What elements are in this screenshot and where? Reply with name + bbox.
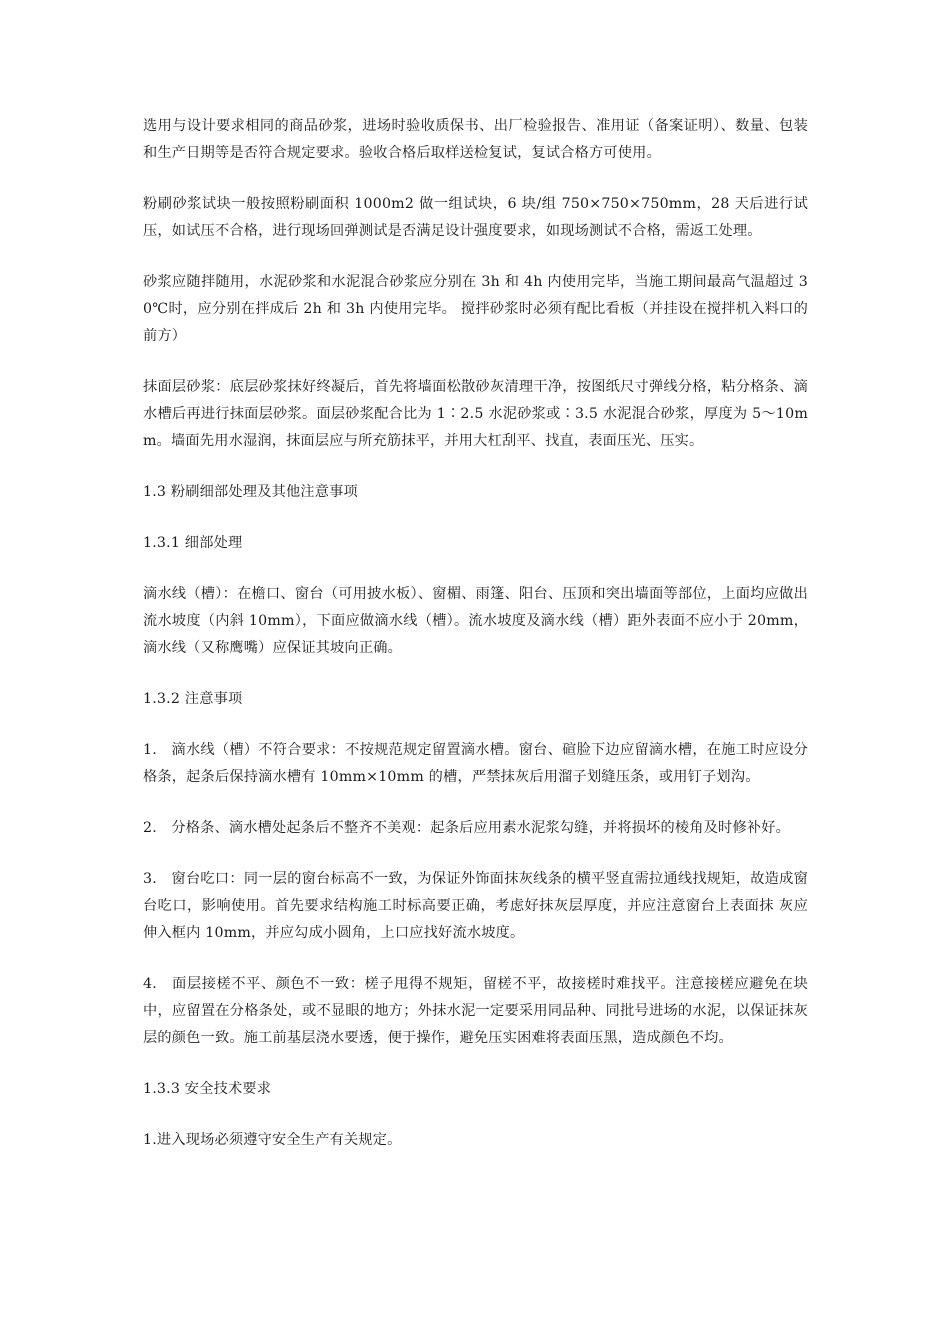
- list-item-safety-1: 1.进入现场必须遵守安全生产有关规定。: [143, 1132, 402, 1148]
- section-heading-1-3-3: 1.3.3 安全技术要求: [143, 1081, 272, 1097]
- list-item-note-2: 2. 分格条、滴水槽处起条后不整齐不美观：起条后应用素水泥浆勾缝，并将损坏的棱角及时修补好。: [143, 820, 790, 836]
- paragraph-mortar-usage: 砂浆应随拌随用，水泥砂浆和水泥混合砂浆应分别在 3h 和 4h 内使用完毕，当施工期间最高气温超过 30℃时，应分别在拌成后 2h 和 3h 内使用完毕。 搅拌砂浆时必须有配比看板（并挂设在搅拌机入料口的前方）: [143, 274, 808, 344]
- paragraph-surface-layer: 抹面层砂浆：底层砂浆抹好终凝后，首先将墙面松散砂灰清理干净，按图纸尺寸弹线分格，粘分格条、滴水槽后再进行抹面层砂浆。面层砂浆配合比为 1∶2.5 水泥砂浆或∶3.5 水泥混合砂浆，厚度为 5～10mm。墙面先用水湿润，抹面层应与所充筋抹平，并用大杠刮平、找直，表面压光、压实。: [143, 379, 808, 449]
- document-page: [143, 113, 808, 1178]
- paragraph-drip-line: 滴水线（槽）：在檐口、窗台（可用披水板）、窗楣、雨篷、阳台、压顶和突出墙面等部位，上面均应做出流水坡度（内斜 10mm），下面应做滴水线（槽）。流水坡度及滴水线（槽）距外表面不应小于 20mm，滴水线（又称鹰嘴）应保证其坡向正确。: [143, 586, 808, 656]
- list-item-note-4: 4. 面层接槎不平、颜色不一致：槎子甩得不规矩，留槎不平，故接槎时难找平。注意接槎应避免在块中，应留置在分格条处，或不显眼的地方；外抹水泥一定要采用同品种、同批号进场的水泥，以保证抹灰层的颜色一致。施工前基层浇水要透，便于操作，避免压实困难将表面压黑，造成颜色不均。: [143, 976, 808, 1046]
- list-item-note-3: 3. 窗台吃口：同一层的窗台标高不一致，为保证外饰面抹灰线条的横平竖直需拉通线找规矩，故造成窗台吃口，影响使用。首先要求结构施工时标高要正确，考虑好抹灰层厚度，并应注意窗台上表面抹 灰应伸入框内 10mm，并应勾成小圆角，上口应找好流水坡度。: [143, 871, 808, 941]
- list-item-note-1: 1. 滴水线（槽）不符合要求：不按规范规定留置滴水槽。窗台、碹脸下边应留滴水槽，在施工时应设分格条，起条后保持滴水槽有 10mm×10mm 的槽，严禁抹灰后用溜子划缝压条，或用钉子划沟。: [143, 742, 808, 785]
- paragraph-mortar-selection: 选用与设计要求相同的商品砂浆，进场时验收质保书、出厂检验报告、准用证（备案证明）、数量、包装和生产日期等是否符合规定要求。验收合格后取样送检复试，复试合格方可使用。: [143, 118, 808, 161]
- paragraph-test-blocks: 粉刷砂浆试块一般按照粉刷面积 1000m2 做一组试块，6 块/组 750×750×750mm，28 天后进行试压，如试压不合格，进行现场回弹测试是否满足设计强度要求，如现场测试不合格，需返工处理。: [143, 196, 808, 239]
- section-heading-1-3-2: 1.3.2 注意事项: [143, 691, 243, 707]
- section-heading-1-3: 1.3 粉刷细部处理及其他注意事项: [143, 484, 358, 500]
- section-heading-1-3-1: 1.3.1 细部处理: [143, 535, 243, 551]
